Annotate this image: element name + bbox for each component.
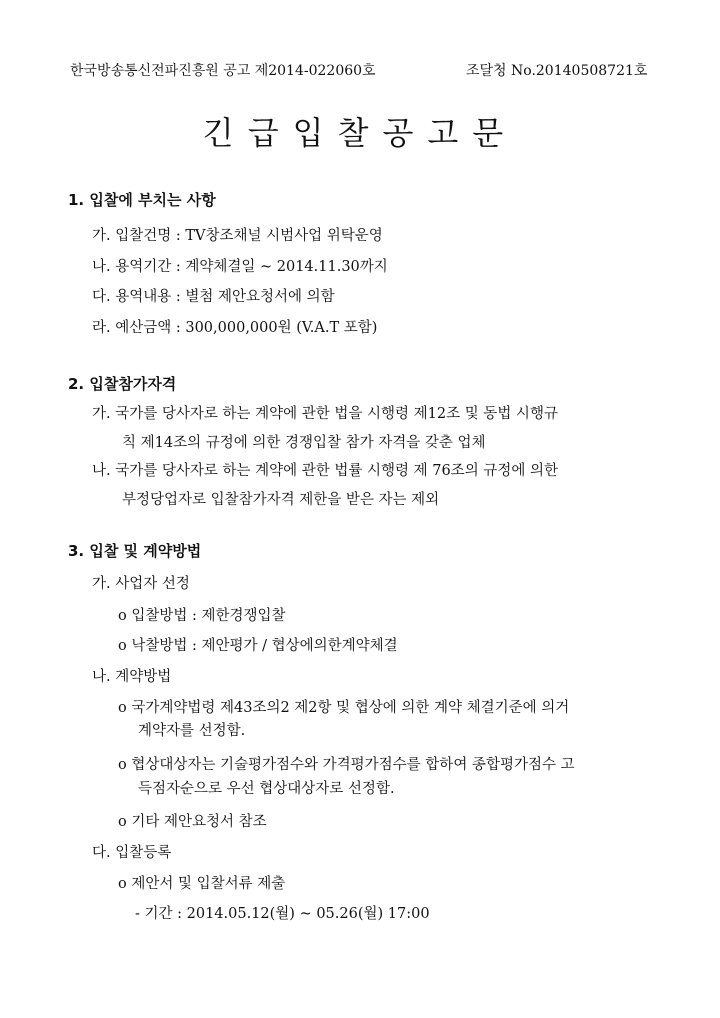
- section-2-item: 나. 국가를 당사자로 하는 계약에 관한 법률 시행령 제 76조의 규정에 의한: [92, 463, 558, 479]
- section-1-item: 라. 예산금액 : 300,000,000원 (V.A.T 포함): [92, 320, 378, 336]
- subsection-label: 다. 입찰등록: [92, 845, 172, 861]
- bullet-item-continued: 계약자를 선정함.: [138, 723, 246, 739]
- section-1-item: 가. 입찰건명 : TV창조채널 시범사업 위탁운영: [92, 228, 383, 244]
- section-1-item: 다. 용역내용 : 별첨 제안요청서에 의함: [92, 289, 335, 305]
- section-3-heading: 3. 입찰 및 계약방법: [68, 542, 202, 560]
- bullet-item: o 제안서 및 입찰서류 제출: [118, 876, 286, 892]
- submission-period: - 기간 : 2014.05.12(월) ~ 05.26(월) 17:00: [135, 906, 430, 922]
- section-1-item: 나. 용역기간 : 계약체결일 ~ 2014.11.30까지: [92, 259, 388, 275]
- subsection-label: 나. 계약방법: [92, 669, 172, 685]
- bullet-item: o 낙찰방법 : 제안평가 / 협상에의한계약체결: [118, 638, 398, 654]
- bullet-item: o 국가계약법령 제43조의2 제2항 및 협상에 의한 계약 체결기준에 의거: [118, 700, 570, 716]
- section-2-heading: 2. 입찰참가자격: [68, 375, 177, 393]
- section-2-item: 가. 국가를 당사자로 하는 계약에 관한 법을 시행령 제12조 및 동법 시행규: [92, 406, 558, 422]
- section-2-item-continued: 칙 제14조의 규정에 의한 경쟁입찰 참가 자격을 갖춘 업체: [122, 435, 486, 451]
- bullet-item-continued: 득점자순으로 우선 협상대상자로 선정함.: [138, 781, 395, 797]
- bullet-item: o 협상대상자는 기술평가점수와 가격평가점수를 합하여 종합평가점수 고: [118, 757, 575, 773]
- procurement-number: 조달청 No.20140508721호: [466, 63, 648, 79]
- bullet-item: o 기타 제안요청서 참조: [118, 814, 267, 830]
- section-1-heading: 1. 입찰에 부치는 사항: [68, 191, 216, 209]
- section-2-item-continued: 부정당업자로 입찰참가자격 제한을 받은 자는 제외: [122, 492, 440, 508]
- bullet-item: o 입찰방법 : 제한경쟁입찰: [118, 608, 286, 624]
- document-title: 긴급입찰공고문: [202, 114, 518, 152]
- subsection-label: 가. 사업자 선정: [92, 576, 190, 592]
- notice-number: 한국방송통신전파진흥원 공고 제2014-022060호: [70, 63, 376, 79]
